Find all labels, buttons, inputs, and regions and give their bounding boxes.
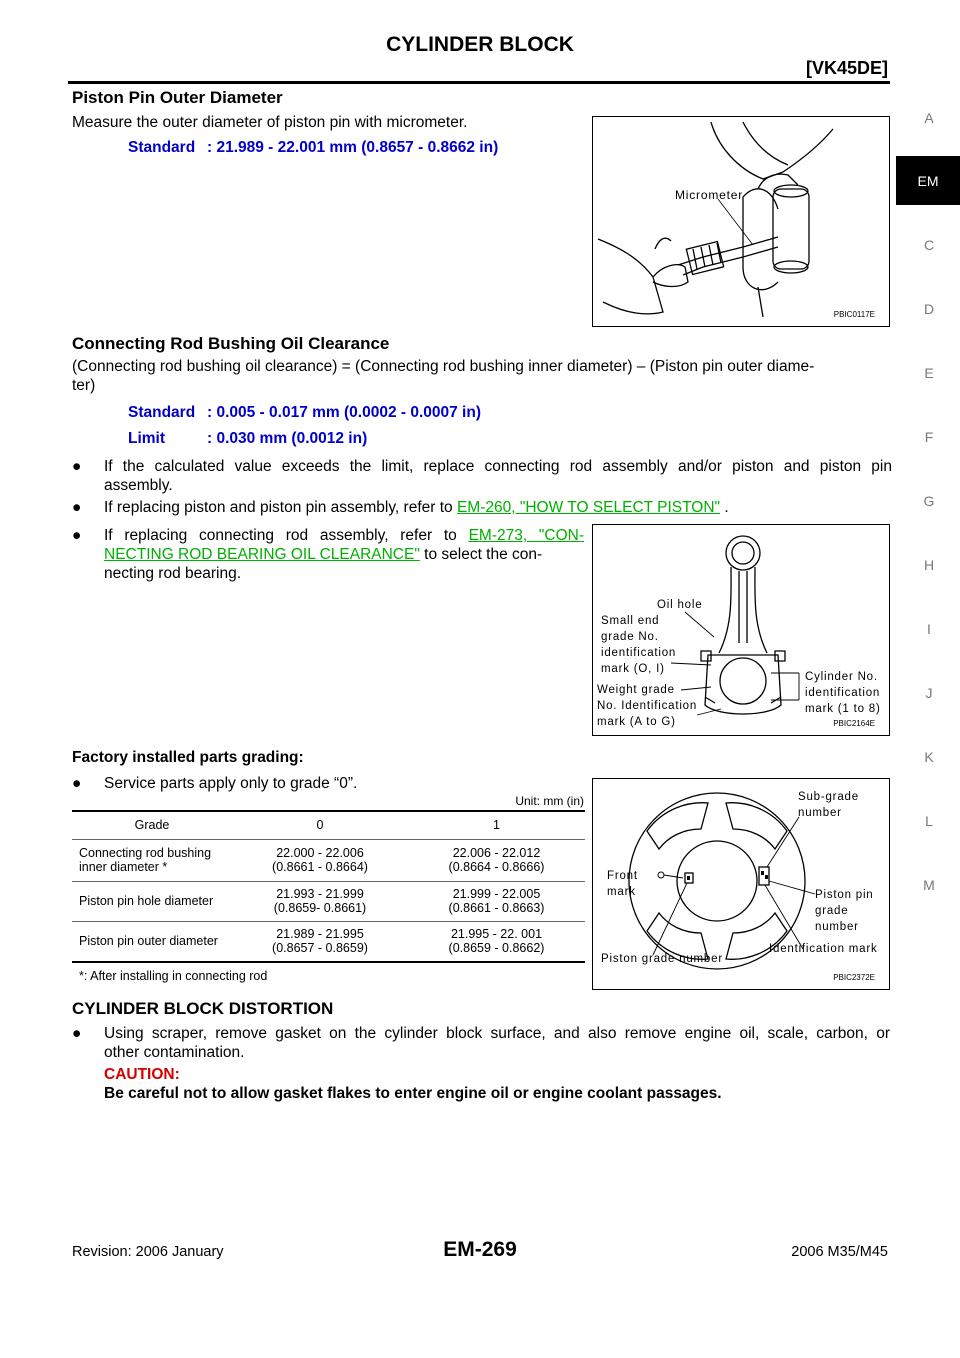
figure-id-pbic2372e: PBIC2372E: [833, 973, 875, 982]
instruction-text: Measure the outer diameter of piston pin with micrometer.: [72, 114, 468, 131]
label-piston-pin-grade: Piston pin grade number: [815, 889, 874, 933]
bullet-service-parts: ● Service parts apply only to grade “0”.: [72, 775, 358, 792]
bullet-dot: ●: [72, 775, 82, 792]
figure-micrometer: [592, 116, 890, 327]
spec-label-limit: Limit: [128, 430, 166, 447]
spec-value-standard: : 21.989 - 22.001 mm (0.8657 - 0.8662 in): [207, 139, 499, 156]
grade-1-value: 21.999 - 22.005: [452, 887, 541, 901]
grade-0-value: 22.000 - 22.006: [276, 846, 364, 860]
heading-cylinder-block-distortion: CYLINDER BLOCK DISTORTION: [72, 999, 334, 1018]
grade-0-value: 21.989 - 21.995: [276, 927, 364, 942]
spec-label-standard: Standard: [128, 139, 196, 156]
header-grade: Grade: [72, 812, 232, 839]
spec-label-standard-2: Standard: [128, 404, 196, 421]
bullet-dot: ●: [72, 527, 82, 544]
sidebar-letter-c[interactable]: C: [923, 237, 935, 253]
row-name: Connecting rod bushing: [79, 846, 212, 860]
bullet-dot: ●: [72, 1025, 82, 1042]
heading-piston-pin-outer-diameter: Piston Pin Outer Diameter: [72, 88, 283, 107]
sidebar-letter-l[interactable]: L: [925, 813, 933, 829]
figure-piston-grading: [592, 778, 890, 990]
grade-0-value: 21.993 - 21.999: [276, 887, 364, 901]
figure-id-pbic2164e: PBIC2164E: [833, 719, 875, 728]
label-sub-grade: Sub-grade number: [798, 791, 859, 819]
engine-model: [VK45DE]: [805, 58, 888, 78]
table-row: Piston pin outer diameter 21.989 - 21.995 (0.8657 - 0.8659) 21.995 - 22. 001 (0.8659 - 0.8662): [72, 921, 585, 961]
label-micrometer: Micrometer: [675, 188, 744, 202]
micrometer-illustration: [593, 117, 889, 326]
figure-id-pbic0117e: PBIC0117E: [833, 310, 875, 319]
label-identification-mark: Identification mark: [769, 943, 878, 955]
header-grade-1: 1: [408, 812, 585, 839]
caution-text: Be careful not to allow gasket flakes to enter engine oil or engine coolant passages.: [104, 1085, 722, 1102]
label-piston-grade-number: Piston grade number: [601, 953, 723, 965]
spec-value-standard-2: : 0.005 - 0.017 mm (0.0002 - 0.0007 in): [207, 404, 481, 421]
link-em-273-cont[interactable]: NECTING ROD BEARING OIL CLEARANCE": [104, 546, 420, 563]
link-em-273[interactable]: EM-273, "CON-: [468, 527, 584, 544]
page-title: CYLINDER BLOCK: [386, 33, 574, 56]
sidebar-letter-d[interactable]: D: [923, 301, 935, 317]
label-weight-grade: Weight grade No. Identification mark (A to G): [597, 684, 698, 728]
spec-value-limit: : 0.030 mm (0.0012 in): [207, 430, 368, 447]
clearance-formula-line1: (Connecting rod bushing oil clearance) = (Connecting rod bushing inner diameter) – (Piston pin outer diame-: [72, 358, 815, 375]
header-grade-0: 0: [232, 812, 408, 839]
link-em-260[interactable]: EM-260, "HOW TO SELECT PISTON": [456, 499, 721, 516]
sidebar-letter-f[interactable]: F: [924, 429, 934, 445]
bullet-scraper: ● Using scraper, remove gasket on the cylinder block surface, and also remove engine oil, scale, carbon, or other contamination.: [72, 1025, 890, 1061]
bullet-replace-connecting-rod: ● If replacing connecting rod assembly, refer to EM-273, "CON- NECTING ROD BEARING OIL CLEARANCE" to select the con- necting rod bearing.: [72, 527, 584, 582]
header-rule: [68, 81, 890, 84]
sidebar-letter-i[interactable]: I: [927, 621, 931, 637]
label-small-end: Small end grade No. identification mark (O, I): [601, 615, 677, 675]
figure-connecting-rod: [592, 524, 890, 736]
sidebar-letter-m[interactable]: M: [923, 877, 935, 893]
footer-revision: Revision: 2006 January: [72, 1244, 224, 1260]
grade-1-value: 22.006 - 22.012: [452, 846, 541, 860]
table-row: Connecting rod bushing inner diameter * 22.000 - 22.006 (0.8661 - 0.8664) 22.006 - 22.012 (0.8664 - 0.8666): [72, 839, 585, 881]
footer-model: 2006 M35/M45: [791, 1244, 888, 1260]
sidebar-letter-j[interactable]: J: [925, 685, 933, 701]
label-front-mark: Front mark: [607, 870, 638, 898]
footer-page-number: EM-269: [443, 1238, 517, 1261]
heading-bushing-oil-clearance: Connecting Rod Bushing Oil Clearance: [72, 334, 390, 353]
heading-factory-grading: Factory installed parts grading:: [72, 749, 304, 766]
label-oil-hole: Oil hole: [657, 599, 703, 611]
unit-label: Unit: mm (in): [515, 794, 584, 808]
clearance-formula-line2: ter): [72, 377, 96, 394]
table-header-row: [72, 812, 585, 839]
table-row: Piston pin hole diameter 21.993 - 21.999 (0.8659- 0.8661) 21.999 - 22.005 (0.8661 - 0.8663): [72, 881, 585, 921]
sidebar-letter-em[interactable]: EM: [896, 156, 960, 205]
sidebar-letter-a[interactable]: A: [924, 110, 934, 126]
sidebar-letter-h[interactable]: H: [923, 557, 935, 573]
sidebar-letter-e[interactable]: E: [924, 365, 934, 381]
grading-table: [72, 810, 585, 963]
table-footnote: *: After installing in connecting rod: [79, 969, 268, 983]
label-cylinder-no: Cylinder No. identification mark (1 to 8): [805, 671, 881, 715]
row-name: Piston pin outer diameter: [79, 934, 218, 949]
bullet-limit-exceeded: ● If the calculated value exceeds the limit, replace connecting rod assembly and/or piston and piston pin assembly.: [72, 458, 892, 494]
row-name: Piston pin hole diameter: [72, 881, 232, 921]
bullet-replace-piston: ● If replacing piston and piston pin assembly, refer to EM-260, "HOW TO SELECT PISTON" .: [72, 499, 729, 516]
sidebar-letter-k[interactable]: K: [924, 749, 934, 765]
bullet-dot: ●: [72, 499, 82, 516]
sidebar-letter-g[interactable]: G: [923, 493, 935, 509]
bullet-dot: ●: [72, 458, 82, 475]
grade-1-value: 21.995 - 22. 001: [450, 927, 543, 942]
caution-label: CAUTION:: [104, 1066, 180, 1083]
